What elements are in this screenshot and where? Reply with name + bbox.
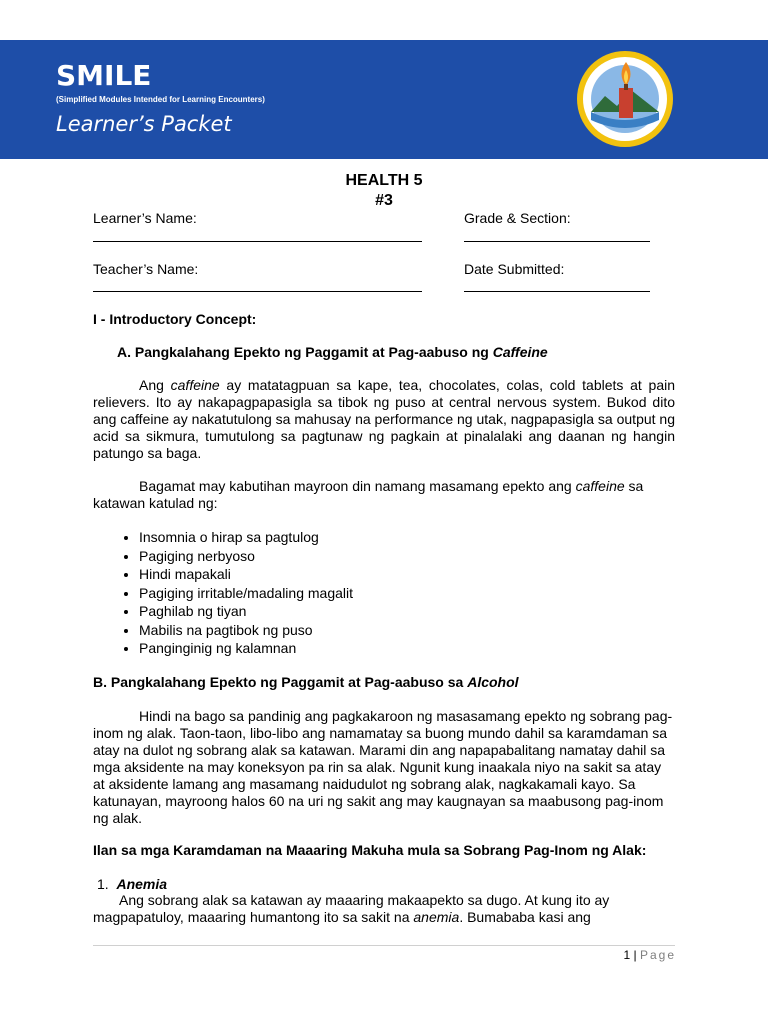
date-submitted-label: Date Submitted:	[464, 261, 565, 277]
page-separator: |	[630, 948, 640, 962]
grade-section-label: Grade & Section:	[464, 210, 571, 226]
brand-title: SMILE	[56, 59, 152, 92]
page-number: 1	[623, 948, 631, 962]
list-item: • Insomnia o hirap sa pagtulog	[139, 528, 353, 547]
caffeine-effects-intro: Bagamat may kabutihan mayroon din namang masamang epekto ang caffeine sa katawan katulad ng:	[93, 478, 644, 511]
deped-seal-logo	[575, 40, 679, 159]
learners-packet-label: Learner’s Packet	[56, 112, 232, 136]
item-anemia-text: Ang sobrang alak sa katawan ay maaaring makaapekto sa dugo. At kung ito ay magpapatuloy, maaaring humantong ito sa sakit na anemia. Bumababa kasi ang	[93, 892, 610, 925]
page-label: Page	[639, 948, 676, 962]
alcohol-heading: B. Pangkalahang Epekto ng Paggamit at Pag-aabuso sa Alcohol	[93, 674, 519, 690]
learner-name-line	[93, 241, 422, 242]
list-item: • Paghilab ng tiyan	[139, 602, 353, 621]
teacher-name-line	[93, 291, 422, 292]
date-submitted-line	[464, 291, 650, 292]
subject-title: HEALTH 5	[345, 172, 423, 189]
grade-section-line	[464, 241, 650, 242]
list-item: • Pagiging nerbyoso	[139, 547, 353, 566]
list-item: • Hindi mapakali	[139, 565, 353, 584]
learner-name-label: Learner’s Name:	[93, 210, 197, 226]
list-item: • Pagiging irritable/madaling magalit	[139, 584, 353, 603]
list-item: • Panginginig ng kalamnan	[139, 639, 353, 658]
packet-number: #3	[375, 192, 393, 209]
caffeine-paragraph: Ang caffeine ay matatagpuan sa kape, tea, chocolates, colas, cold tablets at pain relievers. Ito ay nakapagpapasigla sa tibok ng puso at central nervous system. Bukod dito ang caffeine ay nakatutulong sa mahusay na performance ng utak, nagpapasigla sa output ng acid sa sikmura, tumutulong sa pagtunaw ng pagkain at pinalalaki ang daanan ng hangin patungo sa baga.	[93, 377, 675, 461]
footer-divider	[93, 945, 675, 946]
alcohol-paragraph: Hindi na bago sa pandinig ang pagkakaroon ng masasamang epekto ng sobrang pag-inom ng alak. Taon-taon, libo-libo ang namamatay sa buong mundo dahil sa karamdaman sa atay na dulot ng sobrang alak sa katawan. Marami din ang napapabalitang namatay dahil sa mga aksidente na may koneksyon pa rin sa alak. Ngunit kung inaakala niyo na sakit sa atay at aksidente lamang ang masamang naidudulot ng sobrang alak, nagkakamali kayo. Sa katunayan, mayroong halos 60 na uri ng sakit ang may kaugnayan sa maabusong pag-inom ng alak.	[93, 708, 673, 826]
caffeine-effects-list	[93, 528, 353, 658]
brand-block	[56, 60, 265, 136]
page-footer	[623, 948, 676, 962]
list-item: • Mabilis na pagtibok ng puso	[139, 621, 353, 640]
teacher-name-label: Teacher’s Name:	[93, 261, 199, 277]
brand-subtitle: (Simplified Modules Intended for Learning Encounters)	[56, 95, 265, 104]
section-title: I - Introductory Concept:	[93, 311, 257, 327]
caffeine-heading: A. Pangkalahang Epekto ng Paggamit at Pag-aabuso ng Caffeine	[117, 344, 548, 360]
header-banner	[0, 40, 768, 159]
item-anemia-title: 1. Anemia	[97, 876, 168, 892]
diseases-heading: Ilan sa mga Karamdaman na Maaaring Makuha mula sa Sobrang Pag-Inom ng Alak:	[93, 842, 647, 858]
